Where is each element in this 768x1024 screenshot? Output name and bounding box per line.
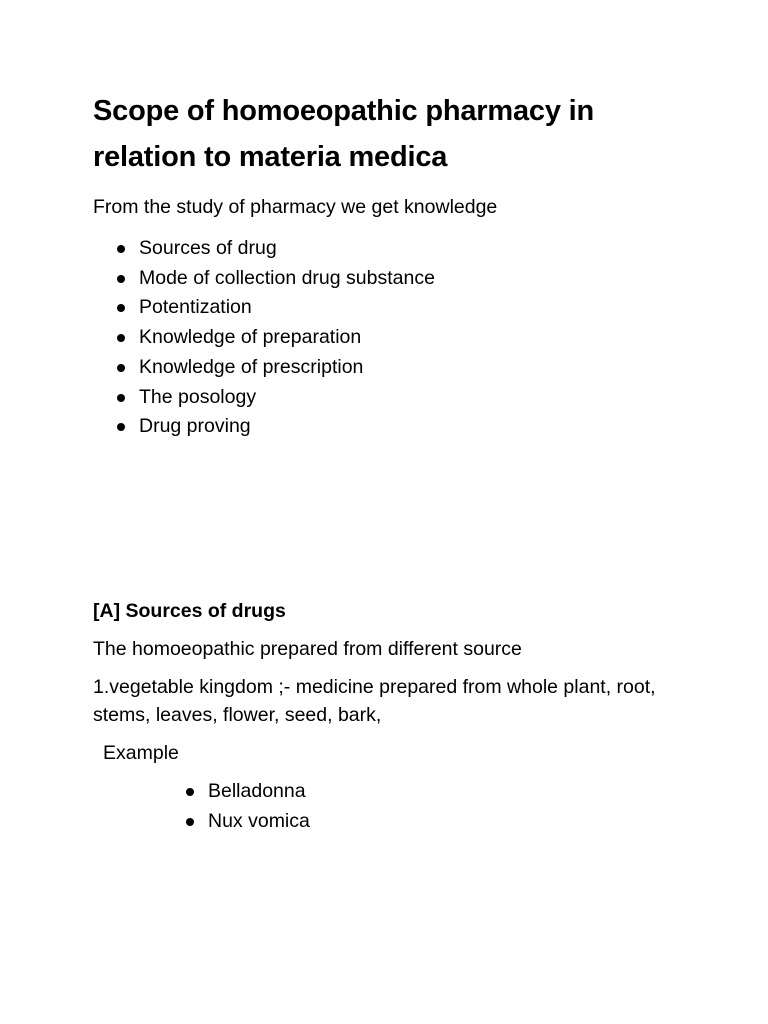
list-item-text: Knowledge of preparation	[139, 326, 362, 349]
section-lead-paragraph: The homoeopathic prepared from different source	[93, 638, 522, 660]
list-item	[93, 777, 693, 807]
list-item-text: Nux vomica	[208, 809, 310, 832]
bullet-icon	[117, 364, 125, 372]
list-item	[93, 807, 693, 837]
bullet-icon	[186, 788, 194, 796]
bullet-icon	[117, 423, 125, 431]
list-item-text: Potentization	[139, 296, 252, 319]
list-item	[93, 353, 693, 383]
bullet-icon	[117, 245, 125, 253]
list-item-text: Knowledge of prescription	[139, 355, 364, 378]
list-item	[93, 383, 693, 413]
document-page	[93, 88, 693, 442]
knowledge-list	[93, 234, 693, 442]
list-item	[93, 293, 693, 323]
section-sources-of-drugs	[93, 597, 693, 836]
bullet-icon	[117, 334, 125, 342]
bullet-icon	[117, 275, 125, 283]
list-item-text: Sources of drug	[139, 237, 277, 259]
document-title: Scope of homoeopathic pharmacy in relation to materia medica	[93, 95, 594, 173]
bullet-icon	[117, 304, 125, 312]
examples-list	[93, 777, 693, 836]
section-heading: [A] Sources of drugs	[93, 600, 286, 622]
list-item-text: Mode of collection drug substance	[139, 266, 435, 289]
vegetable-kingdom-paragraph: 1.vegetable kingdom ;- medicine prepared from whole plant, root, stems, leaves, flower, seed, bark,	[93, 676, 656, 726]
bullet-icon	[117, 394, 125, 402]
list-item-text: Belladonna	[208, 780, 306, 802]
example-label: Example	[103, 742, 179, 764]
list-item	[93, 412, 693, 442]
list-item-text: The posology	[139, 385, 257, 408]
intro-paragraph: From the study of pharmacy we get knowledge	[93, 196, 498, 218]
list-item	[93, 264, 693, 294]
list-item	[93, 323, 693, 353]
list-item	[93, 234, 693, 264]
bullet-icon	[186, 818, 194, 826]
list-item-text: Drug proving	[139, 415, 251, 438]
